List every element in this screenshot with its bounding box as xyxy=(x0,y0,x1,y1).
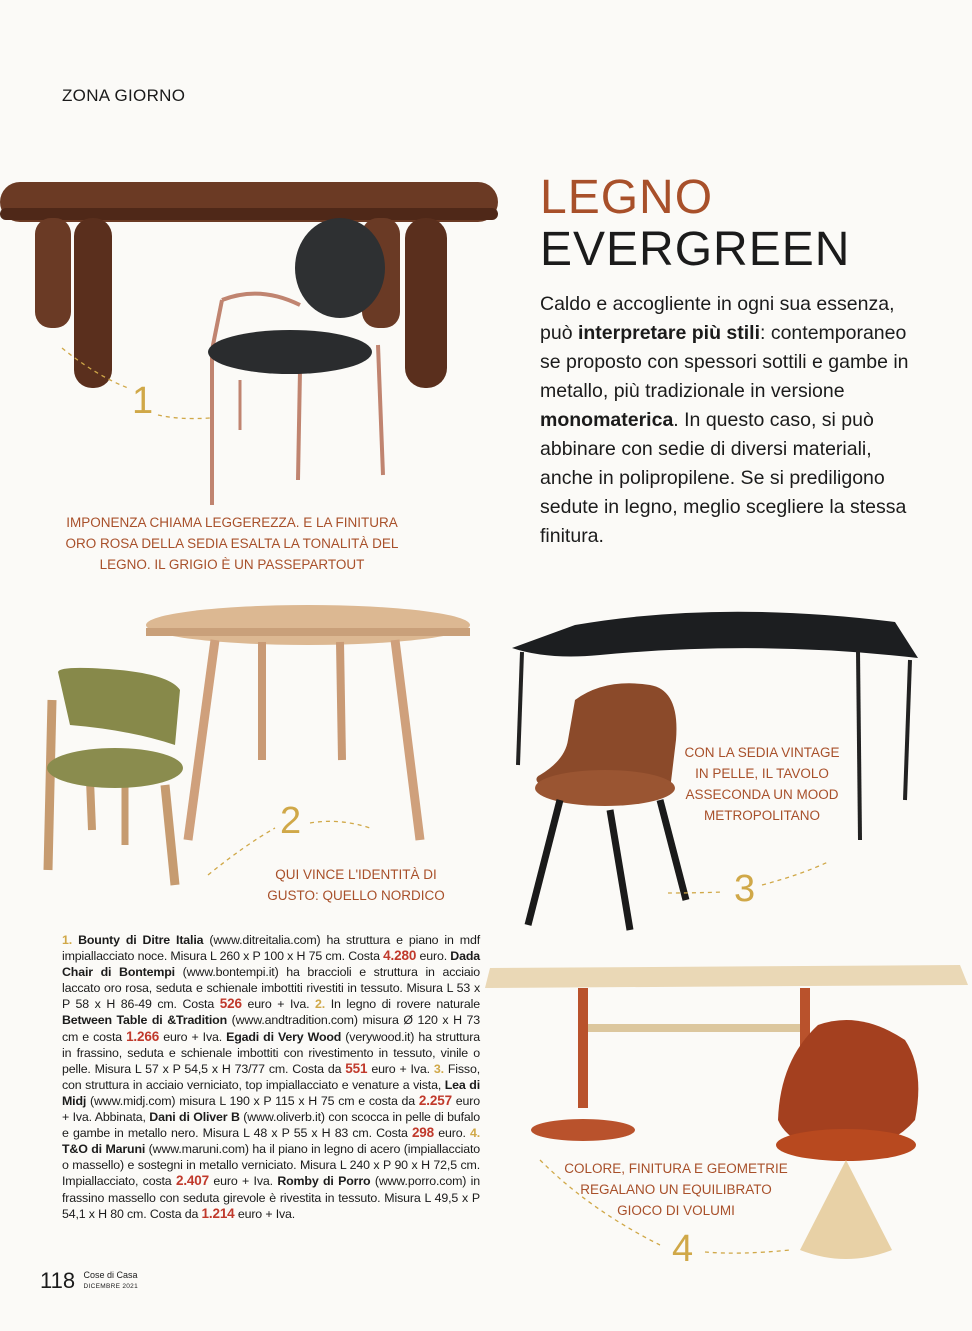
photo-dada-chair xyxy=(208,218,385,505)
intro-paragraph xyxy=(540,290,910,551)
intro-text-1: Caldo e accogliente in ogni sua essenza, può xyxy=(540,293,895,344)
credit-price: 2.407 xyxy=(175,1173,210,1189)
credit-text: euro. xyxy=(434,1126,470,1141)
number-1: 1 xyxy=(132,380,154,422)
credit-price: 1.214 xyxy=(201,1205,235,1221)
credit-text: (www.bontempi.it) ha braccioli e struttura in acciaio laccato oro rosa, seduta e schienale imbottiti rivestiti in tessuto. Misura L 53 x P 58 x H 86-49 cm. Costa xyxy=(62,965,480,1012)
intro-bold-1: interpretare più stili xyxy=(577,322,760,344)
credit-number-4: 4. xyxy=(469,1126,480,1141)
intro-text-2: : contemporaneo se proposto con spessori sottili e gambe in metallo, più tradizionale in versione xyxy=(540,322,909,402)
credit-text: (www.oliverb.it) con scocca in pelle di bufalo e gambe in metallo nero. Misura L 48 x P 55 x H 83 cm. Costa xyxy=(62,1110,480,1141)
headline xyxy=(540,172,850,276)
credit-name: Between Table di &Tradition xyxy=(62,1013,228,1028)
magazine-name: Cose di Casa xyxy=(83,1270,138,1280)
magazine-info xyxy=(84,1270,138,1292)
credit-text: euro. xyxy=(416,949,451,964)
credit-text: (www.ditreitalia.com) ha struttura e piano in mdf impiallacciato noce. Misura L 260 x P 100 x H 75 cm. Costa xyxy=(62,933,480,964)
credit-price: 551 xyxy=(345,1060,368,1076)
credit-name: Bounty di Ditre Italia xyxy=(78,933,204,947)
caption-1: IMPONENZA CHIAMA LEGGEREZZA. E LA FINITURA ORO ROSA DELLA SEDIA ESALTA LA TONALITÀ DEL LEGNO. IL GRIGIO È UN PASSEPARTOUT xyxy=(65,515,399,572)
headline-line2: EVERGREEN xyxy=(540,223,851,276)
number-3: 3 xyxy=(734,868,756,910)
credit-name: Lea di Midj xyxy=(62,1077,481,1108)
credit-text: In legno di rovere naturale xyxy=(325,997,480,1012)
caption-3: CON LA SEDIA VINTAGE IN PELLE, IL TAVOLO ASSECONDA UN MOOD METROPOLITANO xyxy=(684,745,840,823)
credit-text: (www.porro.com) in frassino massello con seduta girevole è rivestita in tessuto. Misura L 49,5 x P 54,1 x H 80 cm. Costa da xyxy=(62,1174,480,1221)
credit-text: (www.maruni.com) ha il piano in legno di acero (impiallacciato o massello) e sostegni in metallo verniciato. Misura L 240 x P 90 x H 72,5 cm. Impiallacciato, costa xyxy=(62,1142,480,1189)
page-number: 118 xyxy=(40,1268,76,1293)
photo-dani-chair xyxy=(528,683,686,930)
credit-name: T&O di Maruni xyxy=(62,1142,146,1157)
credit-name: Dada Chair di Bontempi xyxy=(62,949,480,980)
credit-text: (verywood.it) ha struttura in frassino, seduta e schienale imbottiti con rivestimento in tessuto, vinile o pelle. Misura L 57 x P 54,5 x H 73/77 cm. Costa da xyxy=(62,1029,481,1076)
credit-text: euro + Iva. xyxy=(234,1206,296,1221)
product-credits xyxy=(62,932,480,1222)
issue-date: DICEMBRE 2021 xyxy=(83,1283,139,1290)
caption-4: COLORE, FINITURA E GEOMETRIE REGALANO UN EQUILIBRATO GIOCO DI VOLUMI xyxy=(564,1161,788,1218)
photo-between-table xyxy=(146,605,470,840)
credit-text: euro + Iva. xyxy=(209,1174,278,1189)
credit-price: 2.257 xyxy=(418,1092,452,1108)
credit-price: 1.266 xyxy=(126,1028,160,1044)
credit-price: 298 xyxy=(411,1125,435,1141)
credit-number-1: 1. xyxy=(62,933,73,947)
credit-price: 526 xyxy=(219,996,242,1012)
credit-number-3: 3. xyxy=(433,1061,444,1076)
headline-line1: LEGNO xyxy=(540,171,714,224)
credit-text: (www.andtradition.com) misura Ø 120 x H 73 cm e costa xyxy=(62,1013,480,1044)
credit-name: Dani di Oliver B xyxy=(149,1110,240,1125)
number-2: 2 xyxy=(280,800,302,842)
credit-text: Fisso, con struttura in acciaio verniciato, top impiallacciato e venature a vista, xyxy=(62,1061,480,1092)
credit-text: euro + Iva. xyxy=(241,997,316,1012)
photo-romby-chair xyxy=(776,1020,918,1259)
credit-number-2: 2. xyxy=(315,997,326,1012)
credit-text: euro + Iva. xyxy=(367,1061,434,1076)
section-label: ZONA GIORNO xyxy=(62,86,186,105)
credit-name: Egadi di Very Wood xyxy=(226,1029,342,1044)
credit-text: euro + Iva. xyxy=(159,1029,227,1044)
number-4: 4 xyxy=(672,1228,694,1270)
page-footer xyxy=(40,1268,138,1294)
credit-text: euro + Iva. Abbinata, xyxy=(62,1093,480,1125)
intro-text-3: . In questo caso, si può abbinare con sedie di diversi materiali, anche in polipropilene. Se si prediligono sedute in legno, meglio scegliere la stessa finitura. xyxy=(540,409,907,547)
intro-bold-2: monomaterica xyxy=(540,409,674,431)
credit-text: (www.midj.com) misura L 190 x P 115 x H 75 cm e costa da xyxy=(86,1093,419,1108)
credit-name: Romby di Porro xyxy=(277,1174,371,1189)
caption-2: QUI VINCE L'IDENTITÀ DI GUSTO: QUELLO NORDICO xyxy=(267,867,445,903)
photo-egadi-chair xyxy=(47,668,183,885)
credit-price: 4.280 xyxy=(383,948,417,964)
